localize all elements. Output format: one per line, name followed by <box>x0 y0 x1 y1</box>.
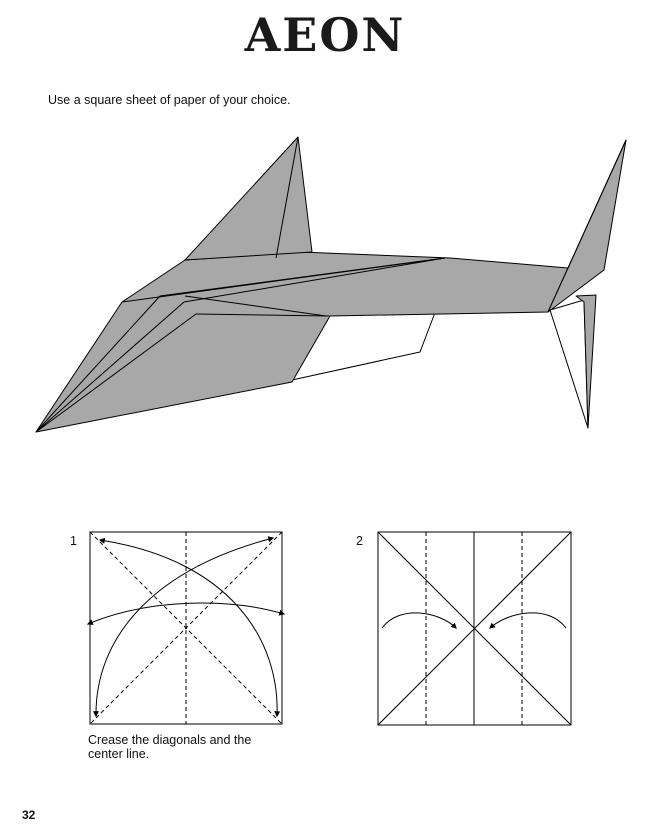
step-1-number: 1 <box>70 534 77 548</box>
dorsal-fin <box>185 137 312 260</box>
fold-arrow-1 <box>100 540 277 716</box>
step-1-diagram <box>80 522 300 734</box>
step-2-number: 2 <box>356 534 363 548</box>
page-number: 32 <box>22 808 36 822</box>
rear-lower-fin <box>550 300 588 428</box>
fold-arrow-3 <box>88 603 284 624</box>
intro-text: Use a square sheet of paper of your choice. <box>48 93 291 107</box>
fold-arrow-right <box>490 613 566 628</box>
fuselage <box>36 252 568 432</box>
finished-model-illustration <box>0 125 650 445</box>
step-2-diagram <box>368 522 582 734</box>
step-1-caption: Crease the diagonals and the center line. <box>88 733 252 761</box>
fold-arrow-left <box>382 613 456 628</box>
page-title: AEON <box>244 8 406 62</box>
